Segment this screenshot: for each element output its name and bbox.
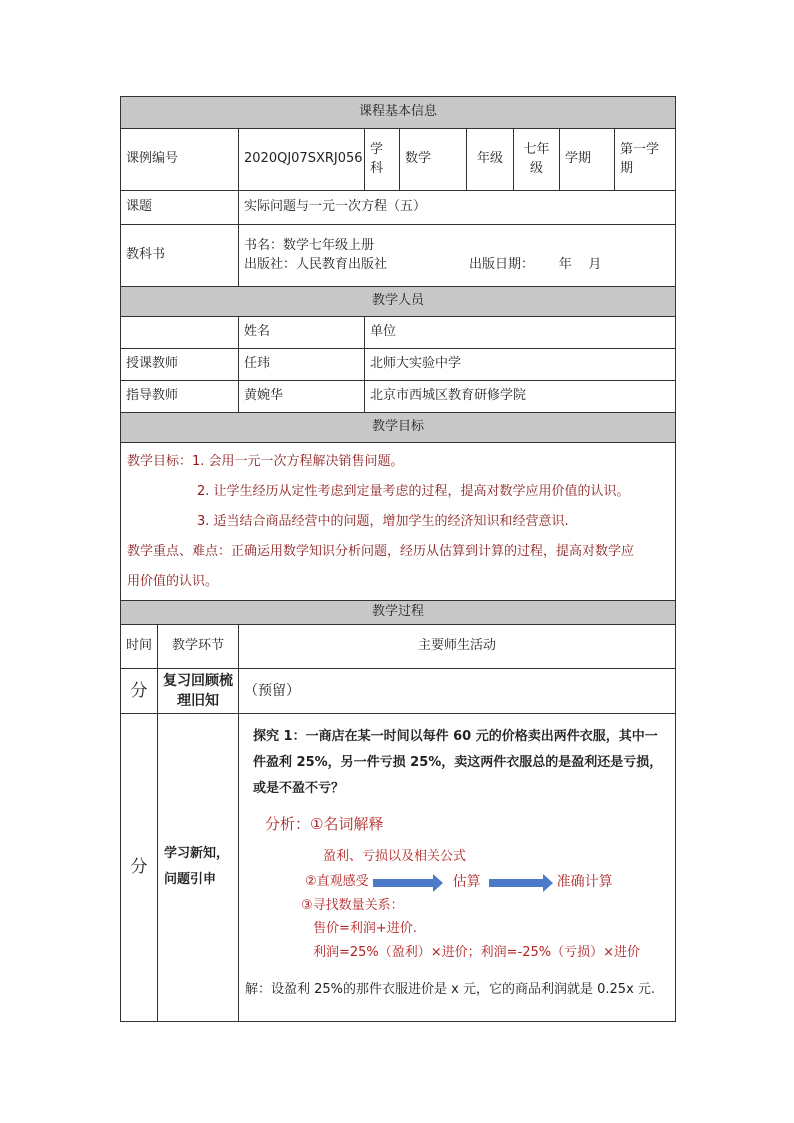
subject-label: 学科 bbox=[365, 129, 400, 191]
publisher: 出版社：人民教育出版社 bbox=[244, 256, 388, 272]
staff-blank bbox=[121, 317, 239, 349]
goal-line-5: 用价值的认识。 bbox=[127, 573, 219, 589]
publisher-line bbox=[244, 256, 670, 275]
textbook-label: 教科书 bbox=[121, 225, 239, 287]
subject: 数学 bbox=[400, 129, 467, 191]
col-activity: 主要师生活动 bbox=[239, 624, 676, 668]
estimate-flow bbox=[305, 872, 669, 892]
staff-header: 教学人员 bbox=[121, 287, 676, 317]
row-time: 分 bbox=[121, 713, 158, 1021]
staff-row bbox=[121, 349, 676, 381]
case-no: 2020QJ07SXRJ056 bbox=[239, 129, 365, 191]
right-arrow-icon bbox=[489, 879, 545, 887]
book-name: 书名：数学七年级上册 bbox=[244, 237, 375, 253]
staff-unit: 北京市西城区教育研修学院 bbox=[365, 381, 676, 413]
relation-heading: ③寻找数量关系： bbox=[301, 897, 404, 913]
row-activity: （预留） bbox=[239, 668, 676, 713]
goal-line-1: 教学目标：1. 会用一元一次方程解决销售问题。 bbox=[127, 453, 404, 469]
process-header-row bbox=[121, 601, 676, 625]
staff-name: 任玮 bbox=[239, 349, 365, 381]
textbook-row bbox=[121, 225, 676, 287]
process-row bbox=[121, 668, 676, 713]
term: 第一学期 bbox=[615, 129, 676, 191]
goals-header-row bbox=[121, 413, 676, 443]
formula-1: 售价=利润+进价. bbox=[313, 920, 417, 936]
lesson-form bbox=[120, 96, 675, 1022]
col-time: 时间 bbox=[121, 624, 158, 668]
topic-label: 课题 bbox=[121, 191, 239, 225]
goals-row bbox=[121, 443, 676, 601]
case-no-label: 课例编号 bbox=[121, 129, 239, 191]
row-time: 分 bbox=[121, 668, 158, 713]
process-row bbox=[121, 713, 676, 1021]
row-stage: 复习回顾梳理旧知 bbox=[158, 668, 239, 713]
goals-header: 教学目标 bbox=[121, 413, 676, 443]
terms-note: 盈利、亏损以及相关公式 bbox=[323, 848, 467, 864]
row-stage: 学习新知，问题引申 bbox=[158, 713, 239, 1021]
staff-role: 指导教师 bbox=[121, 381, 239, 413]
topic: 实际问题与一元一次方程（五） bbox=[239, 191, 676, 225]
explore-activity bbox=[239, 713, 676, 1021]
problem-text: 探究 1：一商店在某一时间以每件 60 元的价格卖出两件衣服，其中一件盈利 25%，另一件亏损 25%，卖这两件衣服总的是盈利还是亏损，或是不盈不亏？ bbox=[253, 728, 663, 796]
goal-line-3: 3. 适当结合商品经营中的问题，增加学生的经济知识和经营意识. bbox=[197, 513, 569, 529]
goals-body bbox=[121, 443, 676, 601]
process-header: 教学过程 bbox=[121, 601, 676, 625]
grade-label: 年级 bbox=[467, 129, 514, 191]
staff-row bbox=[121, 381, 676, 413]
staff-col-row bbox=[121, 317, 676, 349]
staff-col-name: 姓名 bbox=[239, 317, 365, 349]
basic-info-header: 课程基本信息 bbox=[121, 97, 676, 129]
goal-line-4: 教学重点、难点：正确运用数学知识分析问题，经历从估算到计算的过程，提高对数学应 bbox=[127, 543, 635, 559]
process-col-row bbox=[121, 624, 676, 668]
exact-label: 准确计算 bbox=[556, 874, 613, 891]
col-stage: 教学环节 bbox=[158, 624, 239, 668]
staff-role: 授课教师 bbox=[121, 349, 239, 381]
solution-text: 解：设盈利 25%的那件衣服进价是 x 元，它的商品利润就是 0.25x 元. bbox=[245, 981, 656, 997]
textbook-info bbox=[239, 225, 676, 287]
intuition-label: ②直观感受 bbox=[305, 874, 369, 890]
staff-unit: 北师大实验中学 bbox=[365, 349, 676, 381]
pub-date: 出版日期： 年 月 bbox=[469, 256, 602, 272]
formula-2: 利润=25%（盈利）×进价；利润=-25%（亏损）×进价 bbox=[313, 944, 641, 960]
term-label: 学期 bbox=[560, 129, 615, 191]
staff-name: 黄婉华 bbox=[239, 381, 365, 413]
staff-col-unit: 单位 bbox=[365, 317, 676, 349]
staff-header-row bbox=[121, 287, 676, 317]
topic-row bbox=[121, 191, 676, 225]
basic-info-header-row bbox=[121, 97, 676, 129]
estimate-label: 估算 bbox=[452, 874, 481, 891]
right-arrow-icon bbox=[373, 879, 435, 887]
case-row bbox=[121, 129, 676, 191]
grade: 七年级 bbox=[514, 129, 560, 191]
analysis-heading: 分析：①名词解释 bbox=[265, 814, 384, 833]
goal-line-2: 2. 让学生经历从定性考虑到定量考虑的过程，提高对数学应用价值的认识。 bbox=[197, 483, 630, 499]
